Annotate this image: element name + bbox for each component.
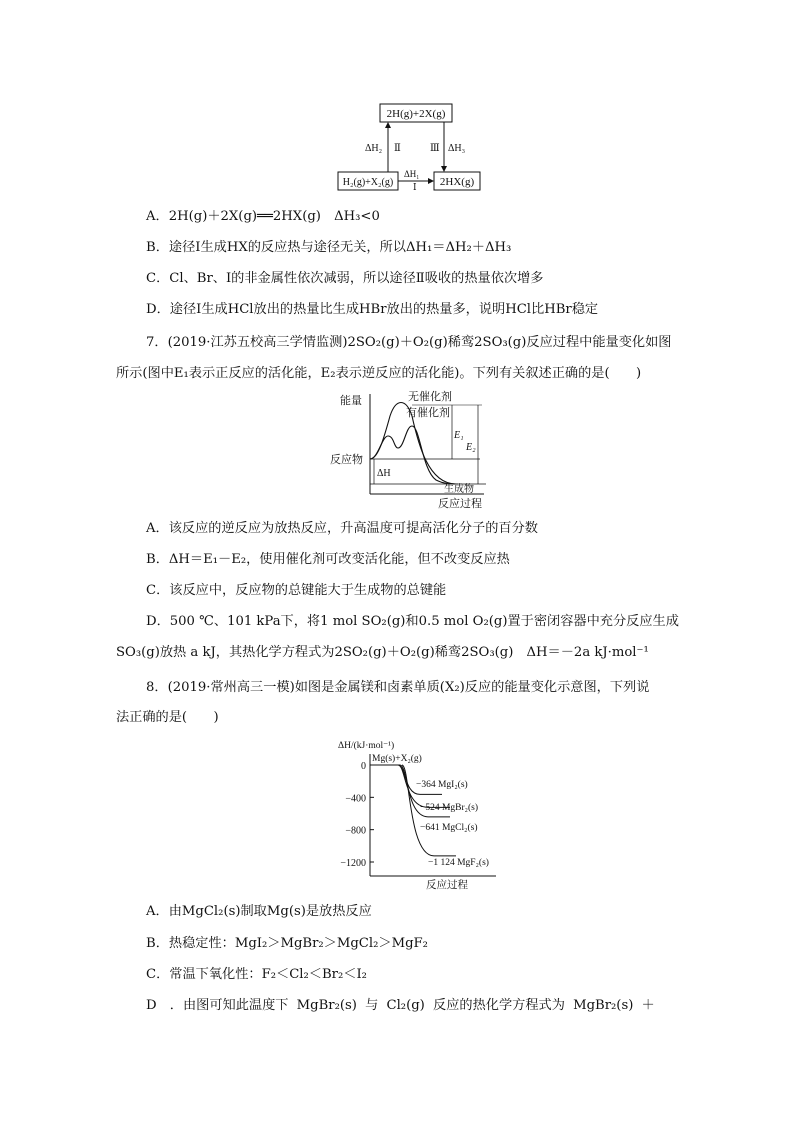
top-state-label: 2H(g)+2X(g) [386,108,446,120]
q8-ylabel: ΔH/(kJ·mol⁻¹) [338,741,395,751]
q7-option-a: A．该反应的逆反应为放热反应，升高温度可提高活化分子的百分数 [146,521,538,536]
q7-dh-label: ΔH [377,468,391,479]
dh2-label: ΔH₂ [365,143,383,154]
q8-option-b: B．热稳定性：MgI₂＞MgBr₂＞MgCl₂＞MgF₂ [146,936,428,951]
q8-energy-chart [328,736,498,892]
dh3-label: ΔH₃ [448,143,466,154]
q8-series-label: −524 MgBr₂(s) [420,803,479,813]
q8-option-a: A．由MgCl₂(s)制取Mg(s)是放热反应 [146,904,372,919]
q7-option-b: B．ΔH＝E₁－E₂，使用催化剂可改变活化能，但不改变反应热 [146,552,510,567]
q7-energy-diagram [326,388,496,513]
q7-option-c: C．该反应中，反应物的总键能大于生成物的总键能 [146,583,447,598]
q8-ytick-label: 0 [361,761,366,772]
q6-option-c: C．Cl、Br、I的非金属性依次减弱，所以途径Ⅱ吸收的热量依次增多 [146,271,544,286]
q7-catalyzed-label: 有催化剂 [406,407,450,419]
q7-product-label: 生成物 [444,484,474,495]
q7-stem-line1: 7．(2019·江苏五校高三学情监测)2SO₂(g)＋O₂(g)稀鸾2SO₃(g)反应过程中能量变化如图 [146,335,672,350]
q8-option-c: C．常温下氧化性：F₂＜Cl₂＜Br₂＜I₂ [146,967,367,982]
q7-xlabel: 反应过程 [438,498,482,510]
q6-option-d: D．途径Ⅰ生成HCl放出的热量比生成HBr放出的热量多，说明HCl比HBr稳定 [146,302,599,317]
q8-ytick-label: −800 [345,825,366,837]
q8-stem-line2: 法正确的是( ) [116,710,219,725]
q7-e2-label: E₂ [466,442,476,453]
q8-option-d: D ．由图可知此温度下 MgBr₂(s) 与 Cl₂(g) 反应的热化学方程式为 MgBr₂(s) ＋ [146,998,655,1013]
q7-reactant-label: 反应物 [330,454,363,466]
q8-stem-line1: 8．(2019·常州高三一模)如图是金属镁和卤素单质(X₂)反应的能量变化示意图，下列说 [146,680,650,695]
q6-option-b: B．途径Ⅰ生成HX的反应热与途径无关，所以ΔH₁＝ΔH₂＋ΔH₃ [146,240,512,255]
path-i-label: Ⅰ [413,182,417,192]
hess-cycle-diagram [330,100,490,192]
q7-e1-label: E₁ [454,430,464,441]
product-state-label: 2HX(g) [439,176,475,188]
q7-uncatalyzed-label: 无催化剂 [408,391,452,403]
q8-series-label: −641 MgCl₂(s) [420,823,478,833]
reactant-state-label: H₂(g)+X₂(g) [342,177,394,188]
q7-option-d-line2: SO₃(g)放热 a kJ，其热化学方程式为2SO₂(g)＋O₂(g)稀鸾2SO₃(g) ΔH＝－2a kJ·mol⁻¹ [116,645,649,660]
q8-ytick-label: −1200 [340,858,366,869]
q7-stem-line2: 所示(图中E₁表示正反应的活化能，E₂表示逆反应的活化能)。下列有关叙述正确的是( ) [116,366,642,381]
path-iii-label: Ⅲ [430,143,440,154]
q8-series-label: −1 124 MgF₂(s) [428,858,489,868]
dh1-label: ΔH₁ [404,169,420,179]
q7-option-d-line1: D．500 ℃、101 kPa下，将1 mol SO₂(g)和0.5 mol O₂(g)置于密闭容器中充分反应生成 [146,614,679,629]
q6-option-a: A．2H(g)＋2X(g)══2HX(g) ΔH₃<0 [146,209,380,224]
q8-start-label: Mg(s)+X₂(g) [372,754,422,764]
q7-ylabel: 能量 [340,395,362,407]
path-ii-label: Ⅱ [394,143,401,154]
q8-ytick-label: −400 [345,793,366,805]
q8-xlabel: 反应过程 [426,880,468,891]
q8-series-label: −364 MgI₂(s) [416,780,468,790]
